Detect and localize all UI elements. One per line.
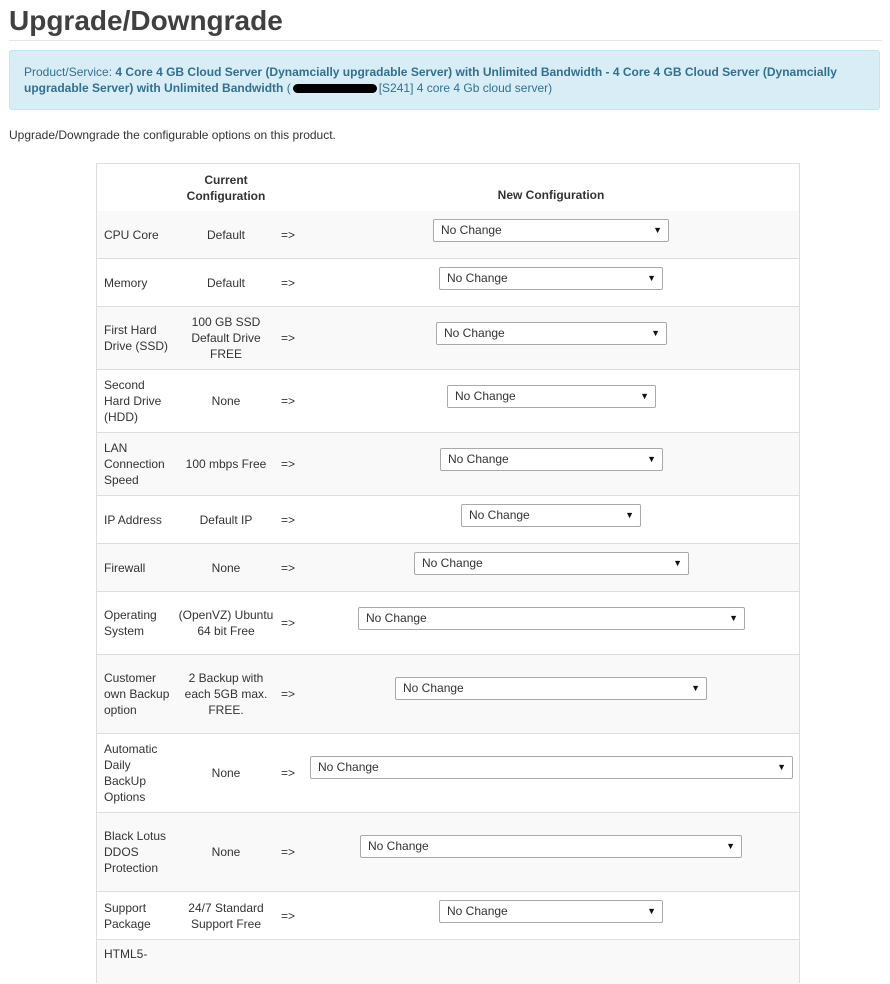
row-label: CPU Core xyxy=(104,227,159,242)
select-value: No Change xyxy=(318,760,379,774)
lan-speed-select[interactable] xyxy=(440,448,663,471)
row-arrow: => xyxy=(281,512,296,527)
ddos-protection-select[interactable] xyxy=(360,835,742,858)
dropdown-caret-icon: ▼ xyxy=(647,273,656,283)
dropdown-caret-icon: ▼ xyxy=(651,328,660,338)
row-label: HTML5- xyxy=(104,947,148,961)
row-label: Black Lotus DDOS Protection xyxy=(104,829,167,875)
row-label: Automatic Daily BackUp Options xyxy=(104,742,158,804)
select-value: No Change xyxy=(455,389,516,403)
row-current-value: None xyxy=(211,845,241,859)
ip-address-select[interactable] xyxy=(461,504,641,527)
first-hard-drive-select[interactable] xyxy=(436,322,667,345)
row-current-value: None xyxy=(211,394,241,408)
select-value: No Change xyxy=(447,904,508,918)
table-row xyxy=(97,544,799,592)
row-label: Second Hard Drive (HDD) xyxy=(104,378,162,424)
dropdown-caret-icon: ▼ xyxy=(729,613,738,623)
row-arrow: => xyxy=(281,687,296,701)
select-value: No Change xyxy=(368,839,429,853)
dropdown-caret-icon: ▼ xyxy=(726,841,735,851)
dropdown-caret-icon: ▼ xyxy=(777,762,786,772)
select-value: No Change xyxy=(403,681,464,695)
row-label: Memory xyxy=(104,275,148,290)
table-row xyxy=(97,940,799,984)
row-arrow: => xyxy=(281,457,296,471)
row-label: Customer own Backup option xyxy=(104,671,170,717)
row-arrow: => xyxy=(281,616,296,630)
row-arrow: => xyxy=(281,766,296,780)
config-table xyxy=(96,163,800,983)
row-label: First Hard Drive (SSD) xyxy=(104,323,169,353)
automatic-backup-select[interactable] xyxy=(310,756,793,779)
row-arrow: => xyxy=(281,845,296,859)
customer-backup-select[interactable] xyxy=(395,677,707,700)
header-new-configuration: New Configuration xyxy=(497,188,605,202)
row-current-value: (OpenVZ) Ubuntu 64 bit Free xyxy=(178,608,274,638)
row-label: Firewall xyxy=(104,560,146,575)
header-current-configuration: Current Configuration xyxy=(186,173,266,203)
row-current-value: 100 mbps Free xyxy=(185,457,267,471)
select-value: No Change xyxy=(447,271,508,285)
select-value: No Change xyxy=(441,223,502,237)
product-info-alert xyxy=(9,50,880,110)
row-label: Support Package xyxy=(104,900,151,931)
row-current-value: None xyxy=(211,560,241,575)
table-row xyxy=(97,370,799,433)
row-current-value: Default xyxy=(206,275,246,290)
row-label: LAN Connection Speed xyxy=(104,441,165,487)
dropdown-caret-icon: ▼ xyxy=(640,391,649,401)
select-value: No Change xyxy=(422,556,483,570)
product-name: 4 Core 4 GB Cloud Server (Dynamcially upgradable Server) with Unlimited Bandwidth - 4 Core 4 GB Cloud Server (Dynamcially upgradable Server) with Unlimited Bandwidth xyxy=(24,65,837,95)
row-current-value: None xyxy=(211,766,241,780)
intro-text: Upgrade/Downgrade the configurable options on this product. xyxy=(9,128,336,142)
row-current-value: 2 Backup with each 5GB max. FREE. xyxy=(184,671,268,717)
select-value: No Change xyxy=(448,452,509,466)
row-current-value: 100 GB SSD Default Drive FREE xyxy=(191,315,261,361)
table-row xyxy=(97,734,799,813)
dropdown-caret-icon: ▼ xyxy=(647,906,656,916)
select-value: No Change xyxy=(469,508,530,522)
table-row xyxy=(97,655,799,734)
second-hard-drive-select[interactable] xyxy=(447,385,656,408)
row-current-value: 24/7 Standard Support Free xyxy=(188,900,264,931)
table-row xyxy=(97,892,799,940)
open-paren: ( xyxy=(286,81,291,95)
row-arrow: => xyxy=(281,560,296,575)
row-arrow: => xyxy=(281,227,296,242)
select-value: No Change xyxy=(444,326,505,340)
memory-select[interactable] xyxy=(439,267,663,290)
row-arrow: => xyxy=(281,275,296,290)
product-service-label: Product/Service: xyxy=(24,65,113,79)
table-header xyxy=(97,164,799,212)
dropdown-caret-icon: ▼ xyxy=(653,225,662,235)
table-row xyxy=(97,211,799,259)
row-arrow: => xyxy=(281,331,296,345)
select-value: No Change xyxy=(366,611,427,625)
table-row xyxy=(97,496,799,544)
table-row xyxy=(97,259,799,307)
row-label: IP Address xyxy=(104,512,162,527)
dropdown-caret-icon: ▼ xyxy=(691,683,700,693)
row-label: Operating System xyxy=(104,608,157,638)
table-row xyxy=(97,433,799,496)
page-title: Upgrade/Downgrade xyxy=(9,5,283,36)
row-current-value: Default IP xyxy=(199,512,253,527)
row-arrow: => xyxy=(281,908,296,923)
row-arrow: => xyxy=(281,394,296,408)
cpu-core-select[interactable] xyxy=(433,219,669,242)
dropdown-caret-icon: ▼ xyxy=(625,510,634,520)
table-row xyxy=(97,307,799,370)
operating-system-select[interactable] xyxy=(358,607,745,630)
dropdown-caret-icon: ▼ xyxy=(673,558,682,568)
table-row xyxy=(97,813,799,892)
support-package-select[interactable] xyxy=(439,900,663,923)
redacted-domain xyxy=(293,84,377,93)
title-divider xyxy=(9,40,882,41)
firewall-select[interactable] xyxy=(414,552,689,575)
table-row xyxy=(97,592,799,655)
server-tag: [S241] 4 core 4 Gb cloud server) xyxy=(378,81,553,95)
row-current-value: Default xyxy=(206,227,246,242)
dropdown-caret-icon: ▼ xyxy=(647,454,656,464)
